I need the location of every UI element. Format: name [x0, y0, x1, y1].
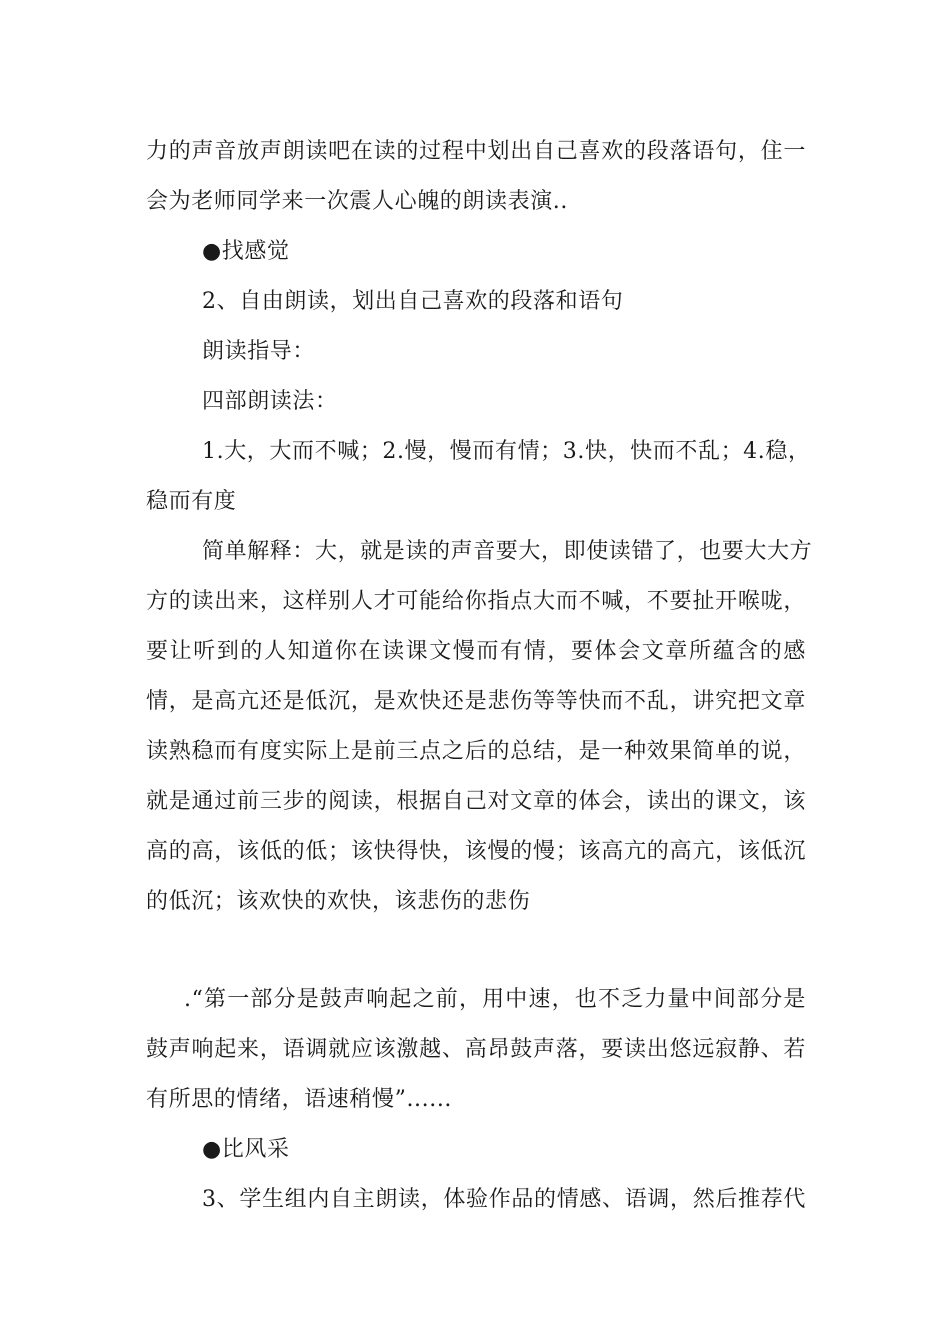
body-text-line: 情，是高亢还是低沉，是欢快还是悲伤等等快而不乱，讲究把文章 [146, 689, 806, 714]
body-text-line: 会为老师同学来一次震人心魄的朗读表演.. [146, 189, 568, 214]
body-text-line: 有所思的情绪，语速稍慢”...... [146, 1087, 453, 1112]
body-text-line: 读熟稳而有度实际上是前三点之后的总结，是一种效果简单的说， [146, 739, 806, 764]
body-text-line: 高的高，该低的低；该快得快，该慢的慢；该高亢的高亢，该低沉 [146, 839, 806, 864]
subheading: 朗读指导： [202, 339, 316, 364]
section-heading: ●比风采 [202, 1137, 290, 1162]
step-heading: 3、学生组内自主朗读，体验作品的情感、语调，然后推荐代 [202, 1187, 806, 1212]
subheading: 四部朗读法： [202, 389, 338, 414]
body-text-line: 要让听到的人知道你在读课文慢而有情，要体会文章所蕴含的感 [146, 639, 806, 664]
body-text-line: 1.大，大而不喊；2.慢，慢而有情；3.快，快而不乱；4.稳， [202, 439, 811, 464]
section-heading: ●找感觉 [202, 239, 290, 264]
body-text-line: 简单解释：大，就是读的声音要大，即使读错了，也要大大方 [202, 539, 813, 564]
body-text-line: 方的读出来，这样别人才可能给你指点大而不喊，不要扯开喉咙， [146, 589, 806, 614]
body-text-line: 力的声音放声朗读吧在读的过程中划出自己喜欢的段落语句，住一 [146, 139, 806, 164]
body-text-line: 就是通过前三步的阅读，根据自己对文章的体会，读出的课文，该 [146, 789, 806, 814]
body-text-line: 的低沉；该欢快的欢快，该悲伤的悲伤 [146, 889, 531, 914]
body-text-line: .“第一部分是鼓声响起之前，用中速，也不乏力量中间部分是 [184, 987, 806, 1012]
step-heading: 2、自由朗读，划出自己喜欢的段落和语句 [202, 289, 624, 314]
body-text-line: 稳而有度 [146, 489, 237, 514]
body-text-line: 鼓声响起来，语调就应该激越、高昂鼓声落，要读出悠远寂静、若 [146, 1037, 806, 1062]
